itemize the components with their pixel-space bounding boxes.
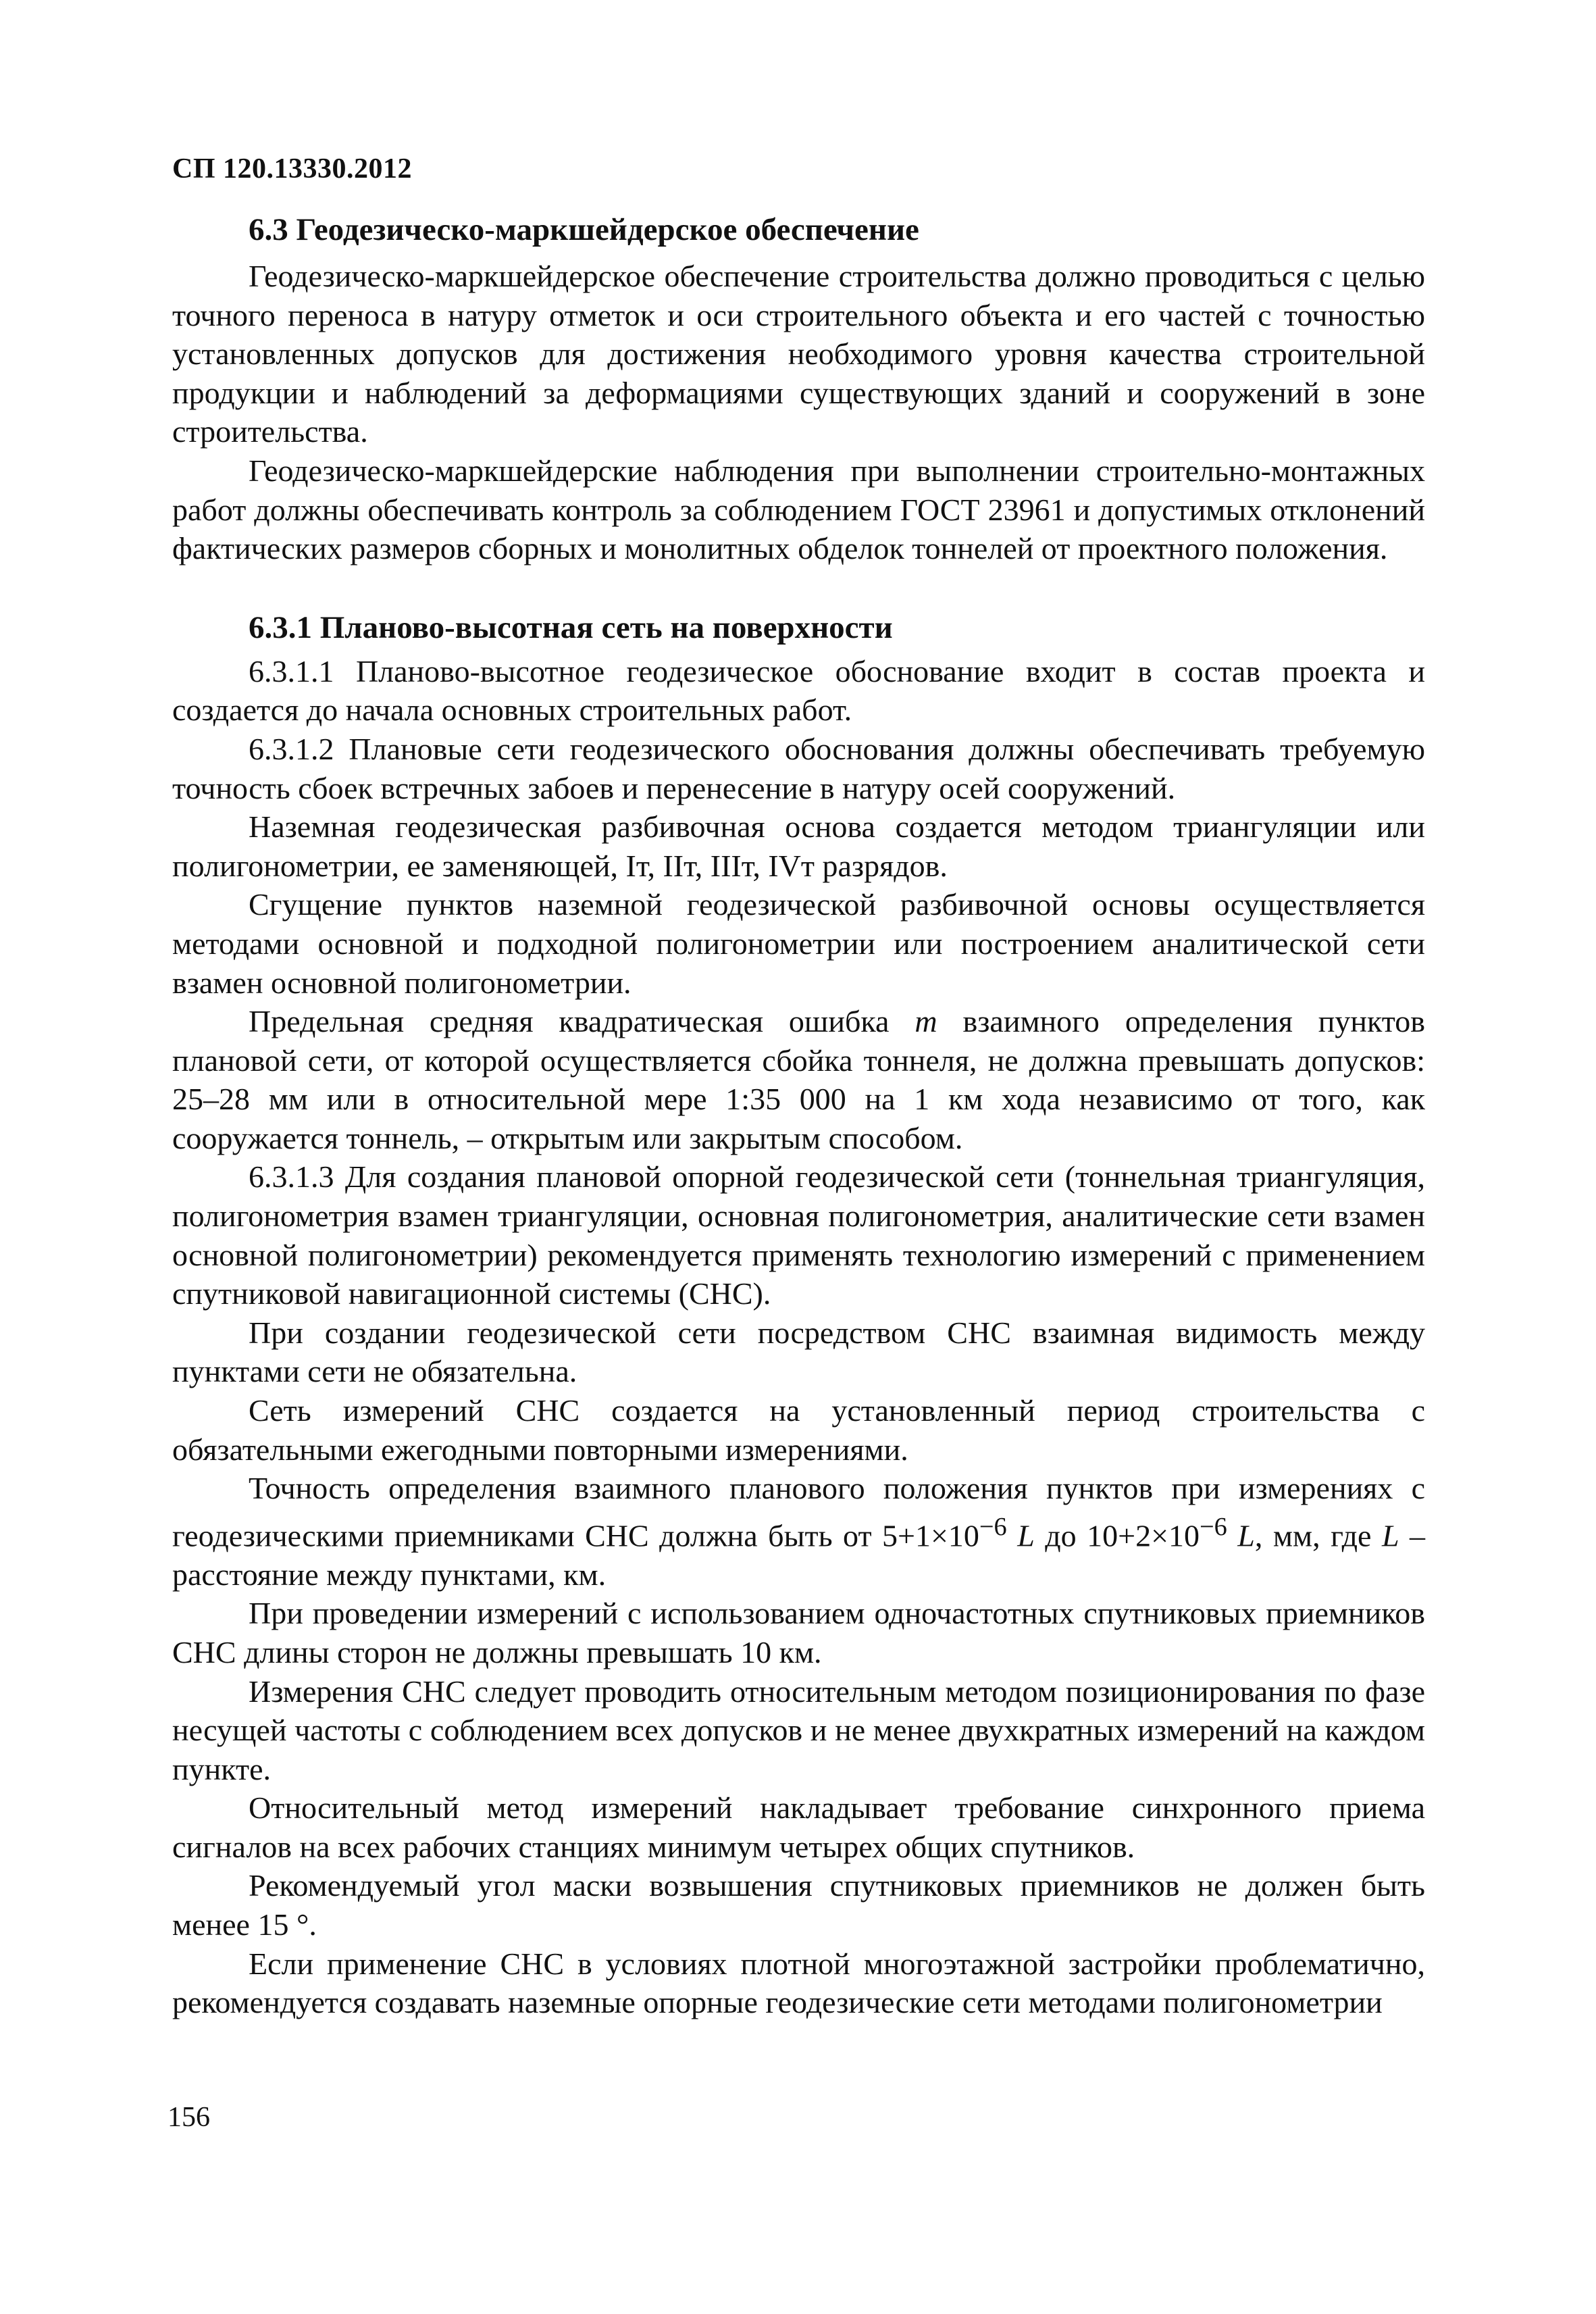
- paragraph: Наземная геодезическая разбивочная основа создается методом триангуляции или полигонометрии, ее заменяющей, Iт, IIт, IIIт, IVт разрядов.: [172, 809, 1425, 883]
- text-run: Предельная средняя квадратическая ошибка: [249, 1004, 915, 1039]
- paragraph: [172, 1469, 1425, 1594]
- math-variable: m: [915, 1004, 937, 1039]
- paragraph: Сгущение пунктов наземной геодезической разбивочной основы осуществляется методами основной и подходной полигонометрии или построением аналитической сети взамен основной полигонометрии.: [172, 887, 1425, 1000]
- page-content: [172, 209, 1425, 2022]
- paragraph: 6.3.1.2 Плановые сети геодезического обоснования должны обеспечивать требуемую точность сбоек встречных забоев и перенесение в натуру осей сооружений.: [172, 731, 1425, 805]
- document-code: СП 120.13330.2012: [172, 153, 412, 184]
- text-run: до 10+2×10: [1034, 1518, 1200, 1553]
- section-heading-6-3: 6.3 Геодезическо-маркшейдерское обеспечение: [249, 212, 919, 247]
- paragraph: 6.3.1.3 Для создания плановой опорной геодезической сети (тоннельная триангуляция, полигонометрия взамен триангуляции, основная полигонометрия, аналитические сети взамен основной полигонометрии) рекомендуется применять технологию измерений с применением спутниковой навигационной системы (СНС).: [172, 1159, 1425, 1311]
- exponent: −6: [979, 1512, 1007, 1541]
- paragraph: Измерения СНС следует проводить относительным методом позиционирования по фазе несущей частоты с соблюдением всех допусков и не менее двухкратных измерений на каждом пункте.: [172, 1674, 1425, 1786]
- paragraph: Если применение СНС в условиях плотной многоэтажной застройки проблематично, рекомендуется создавать наземные опорные геодезические сети методами полигонометрии: [172, 1946, 1425, 2020]
- text-run: – расстояние между пунктами, км.: [172, 1518, 1426, 1592]
- text-run: Точность определения взаимного планового положения пунктов при измерениях с геодезическими приемниками СНС должна быть от 5+1×10: [172, 1471, 1425, 1553]
- text-run: взаимного определения пунктов плановой сети, от которой осуществляется сбойка тоннеля, не должна превышать допусков: 25–28 мм или в относительной мере 1:35 000 на 1 км хода независимо от того, как сооружается тоннель, – открытым или закрытым способом.: [172, 1004, 1425, 1155]
- paragraph: [172, 1002, 1425, 1157]
- math-variable: L: [1237, 1518, 1255, 1553]
- paragraph: При проведении измерений с использованием одночастотных спутниковых приемников СНС длины сторон не должны превышать 10 км.: [172, 1596, 1425, 1669]
- exponent: −6: [1200, 1512, 1227, 1541]
- math-variable: L: [1017, 1518, 1035, 1553]
- page-number: 156: [168, 2102, 210, 2133]
- paragraph: 6.3.1.1 Планово-высотное геодезическое обоснование входит в состав проекта и создается до начала основных строительных работ.: [172, 653, 1425, 728]
- paragraph: Геодезическо-маркшейдерское обеспечение строительства должно проводиться с целью точного переноса в натуру отметок и оси строительного объекта и его частей с точностью установленных допусков для достижения необходимого уровня качества строительной продукции и наблюдений за деформациями существующих зданий и сооружений в зоне строительства.: [172, 259, 1425, 449]
- math-variable: L: [1381, 1518, 1399, 1553]
- paragraph: Рекомендуемый угол маски возвышения спутниковых приемников не должен быть менее 15 °.: [172, 1868, 1425, 1942]
- paragraph: Сеть измерений СНС создается на установленный период строительства с обязательными ежегодными повторными измерениями.: [172, 1393, 1425, 1467]
- paragraph: Геодезическо-маркшейдерские наблюдения при выполнении строительно-монтажных работ должны обеспечивать контроль за соблюдением ГОСТ 23961 и допустимых отклонений фактических размеров сборных и монолитных обделок тоннелей от проектного положения.: [172, 453, 1425, 566]
- section-heading-6-3-1: 6.3.1 Планово-высотная сеть на поверхности: [249, 609, 893, 645]
- paragraph: При создании геодезической сети посредством СНС взаимная видимость между пунктами сети не обязательна.: [172, 1315, 1425, 1389]
- paragraph: Относительный метод измерений накладывает требование синхронного приема сигналов на всех рабочих станциях минимум четырех общих спутников.: [172, 1790, 1425, 1864]
- text-run: , мм, где: [1254, 1518, 1382, 1553]
